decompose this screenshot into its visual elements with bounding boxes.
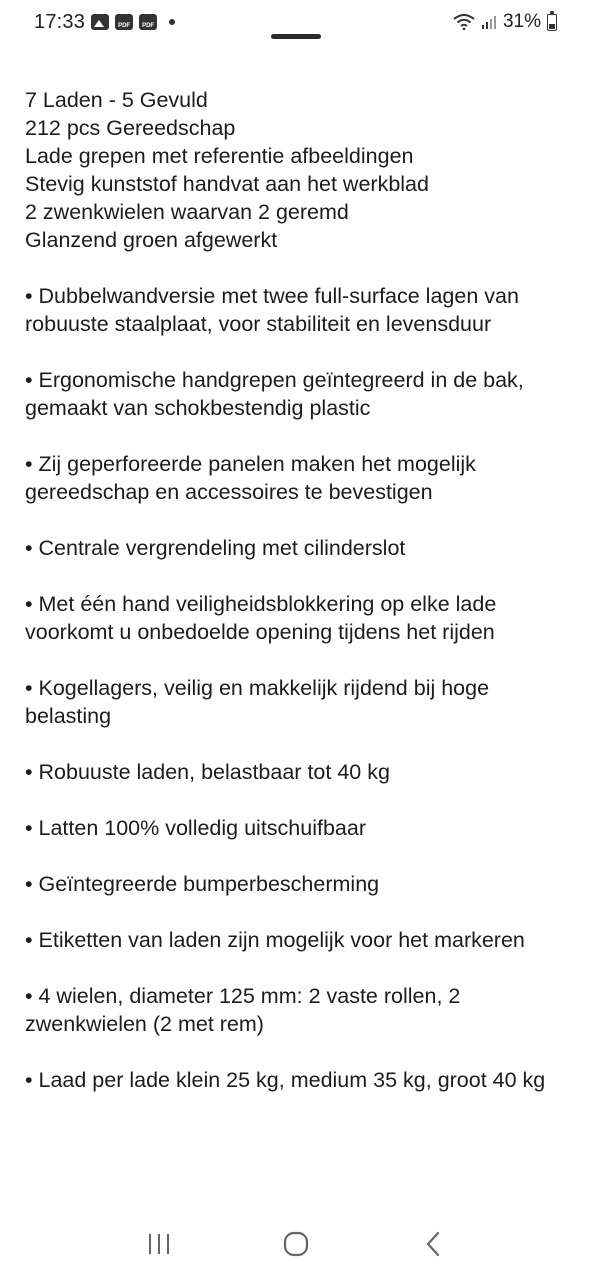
feature-bullet: • Centrale vergrendeling met cilinderslot bbox=[25, 536, 406, 560]
battery-icon bbox=[547, 14, 557, 31]
intro-block bbox=[25, 86, 571, 254]
pdf-icon: PDF bbox=[115, 14, 133, 30]
feature-bullet: • Zij geperforeerde panelen maken het mogelijk gereedschap en accessoires te bevestigen bbox=[25, 452, 476, 504]
sheet-drag-handle[interactable] bbox=[271, 34, 321, 39]
feature-bullet: • Laad per lade klein 25 kg, medium 35 kg, groot 40 kg bbox=[25, 1068, 546, 1092]
intro-line: Glanzend groen afgewerkt bbox=[25, 228, 278, 252]
feature-bullet: • Etiketten van laden zijn mogelijk voor het markeren bbox=[25, 928, 525, 952]
feature-bullet: • Met één hand veiligheidsblokkering op elke lade voorkomt u onbedoelde opening tijdens het rijden bbox=[25, 592, 497, 644]
wifi-icon bbox=[453, 14, 475, 30]
pdf-icon: PDF bbox=[139, 14, 157, 30]
status-left bbox=[34, 11, 175, 34]
intro-line: 2 zwenkwielen waarvan 2 geremd bbox=[25, 200, 349, 224]
home-button[interactable] bbox=[276, 1224, 316, 1264]
feature-bullet: • Kogellagers, veilig en makkelijk rijdend bij hoge belasting bbox=[25, 676, 490, 728]
back-icon bbox=[423, 1230, 443, 1258]
home-icon bbox=[282, 1230, 310, 1258]
intro-line: Stevig kunststof handvat aan het werkblad bbox=[25, 172, 429, 196]
back-button[interactable] bbox=[413, 1224, 453, 1264]
feature-bullet: • Latten 100% volledig uitschuifbaar bbox=[25, 816, 366, 840]
feature-bullet: • 4 wielen, diameter 125 mm: 2 vaste rollen, 2 zwenkwielen (2 met rem) bbox=[25, 984, 461, 1036]
feature-bullet: • Robuuste laden, belastbaar tot 40 kg bbox=[25, 760, 390, 784]
navigation-bar bbox=[0, 1216, 591, 1272]
feature-bullet: • Dubbelwandversie met twee full-surface lagen van robuuste staalplaat, voor stabiliteit en levensduur bbox=[25, 284, 519, 336]
signal-icon bbox=[481, 14, 497, 30]
image-icon bbox=[91, 14, 109, 30]
intro-line: 212 pcs Gereedschap bbox=[25, 116, 236, 140]
description-text bbox=[25, 86, 571, 1094]
feature-bullet: • Ergonomische handgrepen geïntegreerd in de bak, gemaakt van schokbestendig plastic bbox=[25, 368, 524, 420]
status-right bbox=[453, 11, 557, 33]
intro-line: Lade grepen met referentie afbeeldingen bbox=[25, 144, 414, 168]
recent-apps-icon bbox=[146, 1232, 172, 1256]
status-time: 17:33 bbox=[34, 10, 86, 33]
battery-percent: 31% bbox=[502, 11, 541, 32]
more-notifications-dot bbox=[169, 19, 175, 25]
recent-apps-button[interactable] bbox=[139, 1224, 179, 1264]
feature-bullet: • Geïntegreerde bumperbescherming bbox=[25, 872, 380, 896]
intro-line: 7 Laden - 5 Gevuld bbox=[25, 88, 208, 112]
